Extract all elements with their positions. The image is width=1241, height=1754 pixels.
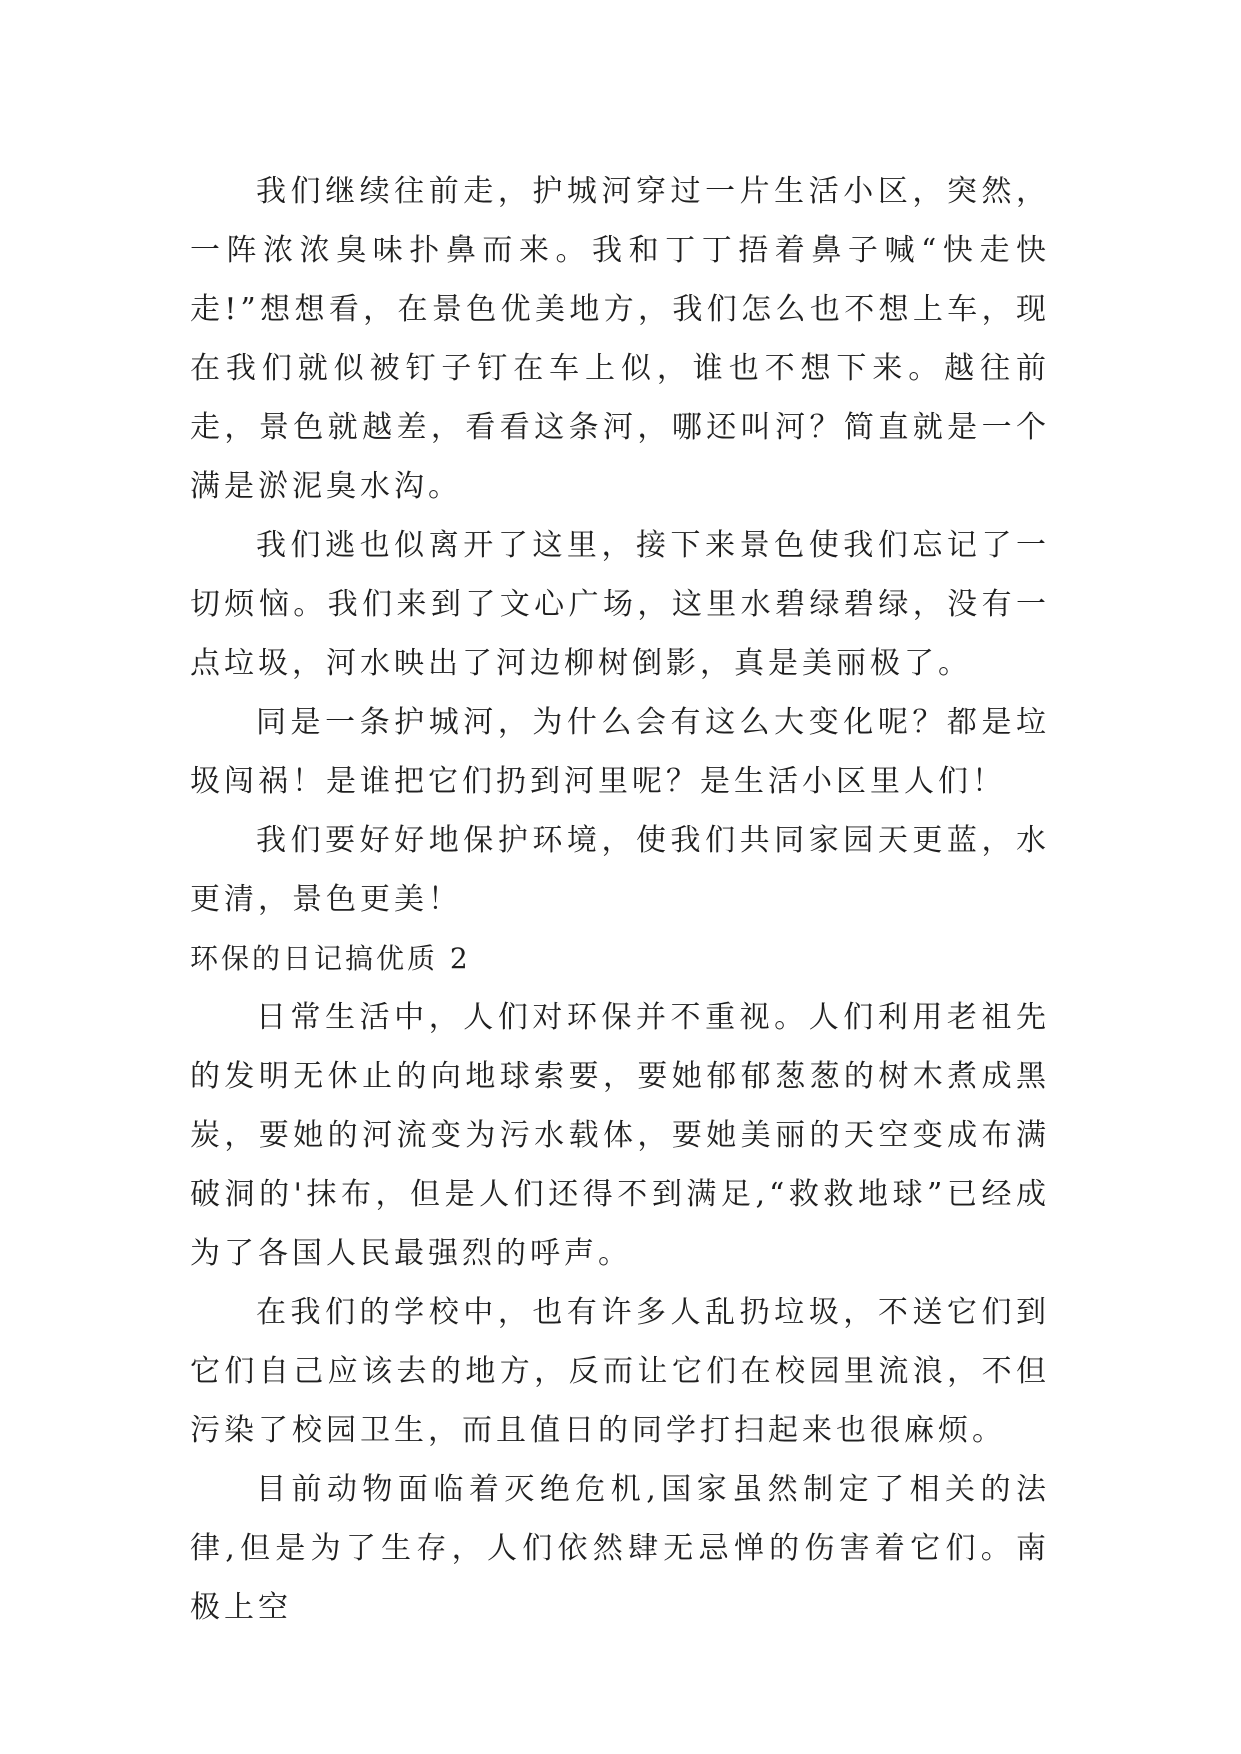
paragraph: 目前动物面临着灭绝危机,国家虽然制定了相关的法律,但是为了生存，人们依然肆无忌惮的伤害着它们。南极上空 bbox=[190, 1472, 1050, 1625]
document-page bbox=[190, 162, 1050, 1637]
section-title: 环保的日记搞优质 2 bbox=[190, 942, 471, 975]
paragraph: 在我们的学校中，也有许多人乱扔垃圾，不送它们到它们自己应该去的地方，反而让它们在校园里流浪，不但污染了校园卫生，而且值日的同学打扫起来也很麻烦。 bbox=[190, 1295, 1050, 1448]
paragraph: 我们逃也似离开了这里，接下来景色使我们忘记了一切烦恼。我们来到了文心广场，这里水碧绿碧绿，没有一点垃圾，河水映出了河边柳树倒影，真是美丽极了。 bbox=[190, 528, 1050, 681]
paragraph: 我们继续往前走，护城河穿过一片生活小区，突然，一阵浓浓臭味扑鼻而来。我和丁丁捂着鼻子喊“快走快走!”想想看，在景色优美地方，我们怎么也不想上车，现在我们就似被钉子钉在车上似，谁也不想下来。越往前走，景色就越差，看看这条河，哪还叫河？简直就是一个满是淤泥臭水沟。 bbox=[190, 174, 1050, 504]
paragraph: 日常生活中，人们对环保并不重视。人们利用老祖先的发明无休止的向地球索要，要她郁郁葱葱的树木煮成黑炭，要她的河流变为污水载体，要她美丽的天空变成布满破洞的'抹布，但是人们还得不到满足,“救救地球”已经成为了各国人民最强烈的呼声。 bbox=[190, 1000, 1050, 1271]
paragraph: 我们要好好地保护环境，使我们共同家园天更蓝，水更清，景色更美！ bbox=[190, 823, 1050, 917]
paragraph: 同是一条护城河，为什么会有这么大变化呢？都是垃圾闯祸！是谁把它们扔到河里呢？是生活小区里人们！ bbox=[190, 705, 1050, 799]
